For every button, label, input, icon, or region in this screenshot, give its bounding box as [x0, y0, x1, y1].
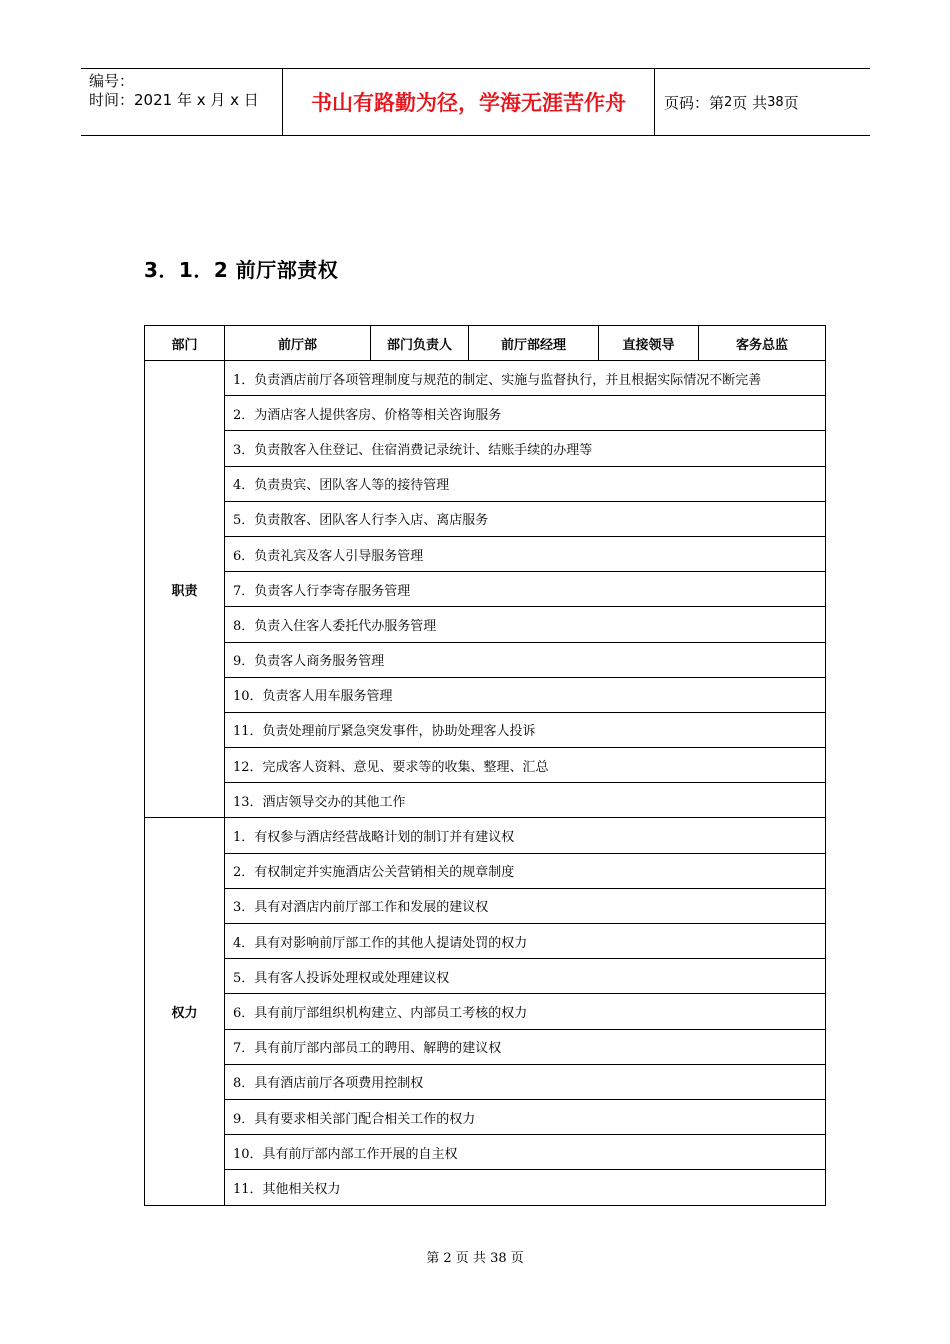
responsibilities-item: 3．负责散客入住登记、住宿消费记录统计、结账手续的办理等 — [225, 431, 826, 466]
table-row — [145, 501, 826, 536]
header-cell: 客务总监 — [699, 326, 826, 361]
table-row — [145, 536, 826, 571]
responsibilities-category-label: 职责 — [145, 361, 225, 818]
table-row — [145, 1135, 826, 1170]
page-header — [81, 68, 870, 136]
table-row — [145, 396, 826, 431]
table-header-row — [145, 326, 826, 361]
responsibilities-item: 11．负责处理前厅紧急突发事件，协助处理客人投诉 — [225, 712, 826, 747]
responsibilities-item: 4．负责贵宾、团队客人等的接待管理 — [225, 466, 826, 501]
header-page-prefix: 页码：第 — [664, 93, 725, 112]
responsibilities-item: 2．为酒店客人提供客房、价格等相关咨询服务 — [225, 396, 826, 431]
responsibilities-item: 5．负责散客、团队客人行李入店、离店服务 — [225, 501, 826, 536]
header-page-mid: 页 共 — [732, 93, 768, 112]
table-row — [145, 818, 826, 853]
document-number-label: 编号： — [89, 72, 135, 90]
table-row — [145, 924, 826, 959]
table-row — [145, 466, 826, 501]
header-cell: 部门 — [145, 326, 225, 361]
footer-mid: 页 共 — [455, 1251, 486, 1266]
responsibility-table — [144, 325, 826, 1206]
responsibilities-item: 12．完成客人资料、意见、要求等的收集、整理、汇总 — [225, 748, 826, 783]
table-row — [145, 959, 826, 994]
powers-item: 9．具有要求相关部门配合相关工作的权力 — [225, 1099, 826, 1134]
table-row — [145, 607, 826, 642]
responsibilities-item: 8．负责入住客人委托代办服务管理 — [225, 607, 826, 642]
table-row — [145, 677, 826, 712]
table-row — [145, 642, 826, 677]
table-row — [145, 361, 826, 396]
header-cell: 前厅部 — [225, 326, 371, 361]
responsibilities-item: 6．负责礼宾及客人引导服务管理 — [225, 536, 826, 571]
table-row — [145, 888, 826, 923]
header-cell: 部门负责人 — [371, 326, 469, 361]
table-row — [145, 1170, 826, 1205]
footer-suffix: 页 — [510, 1251, 524, 1266]
powers-item: 1．有权参与酒店经营战略计划的制订并有建议权 — [225, 818, 826, 853]
powers-category-label: 权力 — [145, 818, 225, 1205]
table-row — [145, 572, 826, 607]
header-page-total: 38 — [767, 94, 784, 110]
table-row — [145, 1064, 826, 1099]
table-row — [145, 431, 826, 466]
powers-item: 4．具有对影响前厅部工作的其他人提请处罚的权力 — [225, 924, 826, 959]
table-row — [145, 748, 826, 783]
header-motto: 书山有路勤为径，学海无涯苦作舟 — [311, 91, 626, 115]
responsibilities-item: 9．负责客人商务服务管理 — [225, 642, 826, 677]
table-row — [145, 994, 826, 1029]
table-row — [145, 783, 826, 818]
powers-item: 6．具有前厅部组织机构建立、内部员工考核的权力 — [225, 994, 826, 1029]
table-row — [145, 853, 826, 888]
responsibilities-item: 10．负责客人用车服务管理 — [225, 677, 826, 712]
responsibilities-item: 13．酒店领导交办的其他工作 — [225, 783, 826, 818]
page-footer — [0, 1247, 950, 1266]
responsibilities-item: 1．负责酒店前厅各项管理制度与规范的制定、实施与监督执行，并且根据实际情况不断完善 — [225, 361, 826, 396]
header-divider — [654, 69, 655, 135]
powers-item: 11．其他相关权力 — [225, 1170, 826, 1205]
powers-item: 5．具有客人投诉处理权或处理建议权 — [225, 959, 826, 994]
footer-prefix: 第 — [426, 1251, 440, 1266]
header-cell: 直接领导 — [599, 326, 699, 361]
footer-current-page: 2 — [443, 1251, 452, 1266]
powers-item: 10．具有前厅部内部工作开展的自主权 — [225, 1135, 826, 1170]
powers-item: 3．具有对酒店内前厅部工作和发展的建议权 — [225, 888, 826, 923]
document-time-label: 时间：2021 年 x 月 x 日 — [89, 91, 259, 109]
header-page-suffix: 页 — [783, 93, 799, 112]
footer-total-pages: 38 — [490, 1251, 507, 1266]
powers-item: 8．具有酒店前厅各项费用控制权 — [225, 1064, 826, 1099]
header-cell: 前厅部经理 — [469, 326, 599, 361]
header-meta — [81, 69, 281, 135]
responsibilities-item: 7．负责客人行李寄存服务管理 — [225, 572, 826, 607]
table-row — [145, 1099, 826, 1134]
table-row — [145, 1029, 826, 1064]
section-title: 3．1．2 前厅部责权 — [144, 258, 339, 282]
header-page-current: 2 — [724, 94, 733, 110]
header-page-number — [664, 69, 799, 135]
table-row — [145, 712, 826, 747]
powers-item: 2．有权制定并实施酒店公关营销相关的规章制度 — [225, 853, 826, 888]
powers-item: 7．具有前厅部内部员工的聘用、解聘的建议权 — [225, 1029, 826, 1064]
